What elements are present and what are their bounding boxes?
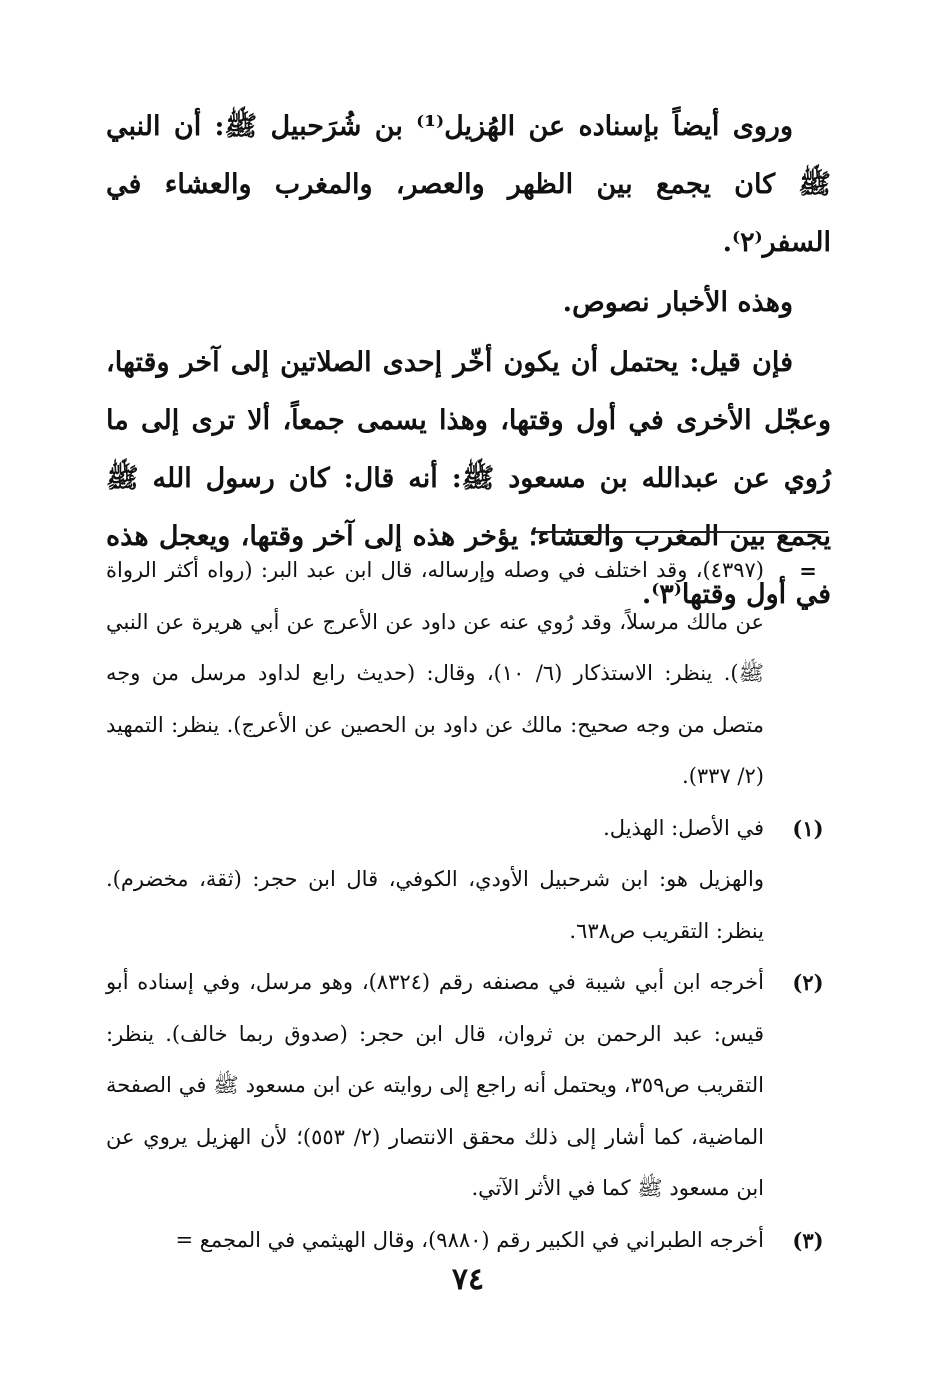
- footnote-text: أخرجه ابن أبي شيبة في مصنفه رقم (٨٣٢٤)، وهو مرسل، وفي إسناده أبو قيس: عبد الرحمن بن ثروان، قال ابن حجر: (صدوق ربما خالف). ينظر: التقريب ص٣٥٩، ويحتمل أنه راجع إلى روايته عن ابن مسعود ﷺ في الصفحة الماضية، كما أشار إلى ذلك محقق الانتصار (٢/ ٥٥٣)؛ لأن الهزيل يروي عن ابن مسعود ﷺ كما في الأثر الآتي.: [106, 970, 765, 1200]
- footnotes: [106, 545, 828, 1266]
- footnote-separator: [532, 531, 828, 533]
- paragraph-3: فإن قيل: يحتمل أن يكون أخّر إحدى الصلاتين إلى آخر وقتها، وعجّل الأخرى في أول وقتها، وهذا يسمى جمعاً، ألا ترى إلى ما رُوي عن عبدالله بن مسعود ﷺ: أنه قال: كان رسول الله ﷺ يجمع بين المغرب والعشاء؛ يؤخر هذه إلى آخر وقتها، ويعجل هذه في أول وقتها⁽٣⁾.: [106, 347, 831, 610]
- footnote-3: [106, 1215, 828, 1267]
- paragraph-1: وروى أيضاً بإسناده عن الهُزيل⁽¹⁾ بن شُرَحبيل ﷺ: أن النبي ﷺ كان يجمع بين الظهر والعصر، والمغرب والعشاء في السفر⁽٢⁾.: [106, 111, 831, 258]
- footnote-marker: (٢): [792, 970, 824, 995]
- footnote-2: [106, 957, 828, 1215]
- footnote-marker: (٣): [792, 1227, 824, 1253]
- footnote-1: [106, 803, 828, 958]
- footnote-text: والهزيل هو: ابن شرحبيل الأودي، الكوفي، قال ابن حجر: (ثقة، مخضرم). ينظر: التقريب ص٦٣٨.: [106, 867, 764, 943]
- footnote-marker: =: [799, 558, 817, 583]
- footnote-marker: (١): [792, 815, 824, 841]
- footnote-text: في الأصل: الهذيل.: [603, 815, 764, 840]
- paragraph-2: وهذه الأخبار نصوص.: [562, 287, 793, 318]
- footnote-text: أخرجه الطبراني في الكبير رقم (٩٨٨٠)، وقال الهيثمي في المجمع =: [175, 1227, 764, 1252]
- footnote-continuation: [106, 545, 828, 803]
- footnote-text: (٤٣٩٧)، وقد اختلف في وصله وإرساله، قال ابن عبد البر: (رواه أكثر الرواة عن مالك مرسلاً، وقد رُوي عنه عن داود عن الأعرج عن أبي هريرة عن النبي ﷺ). ينظر: الاستذكار (٦/ ١٠)، وقال: (حديث رابع لداود مرسل من وجه متصل من وجه صحيح: مالك عن داود بن الحصين عن الأعرج). ينظر: التمهيد (٢/ ٣٣٧).: [106, 558, 764, 788]
- page-number: ٧٤: [451, 1262, 485, 1297]
